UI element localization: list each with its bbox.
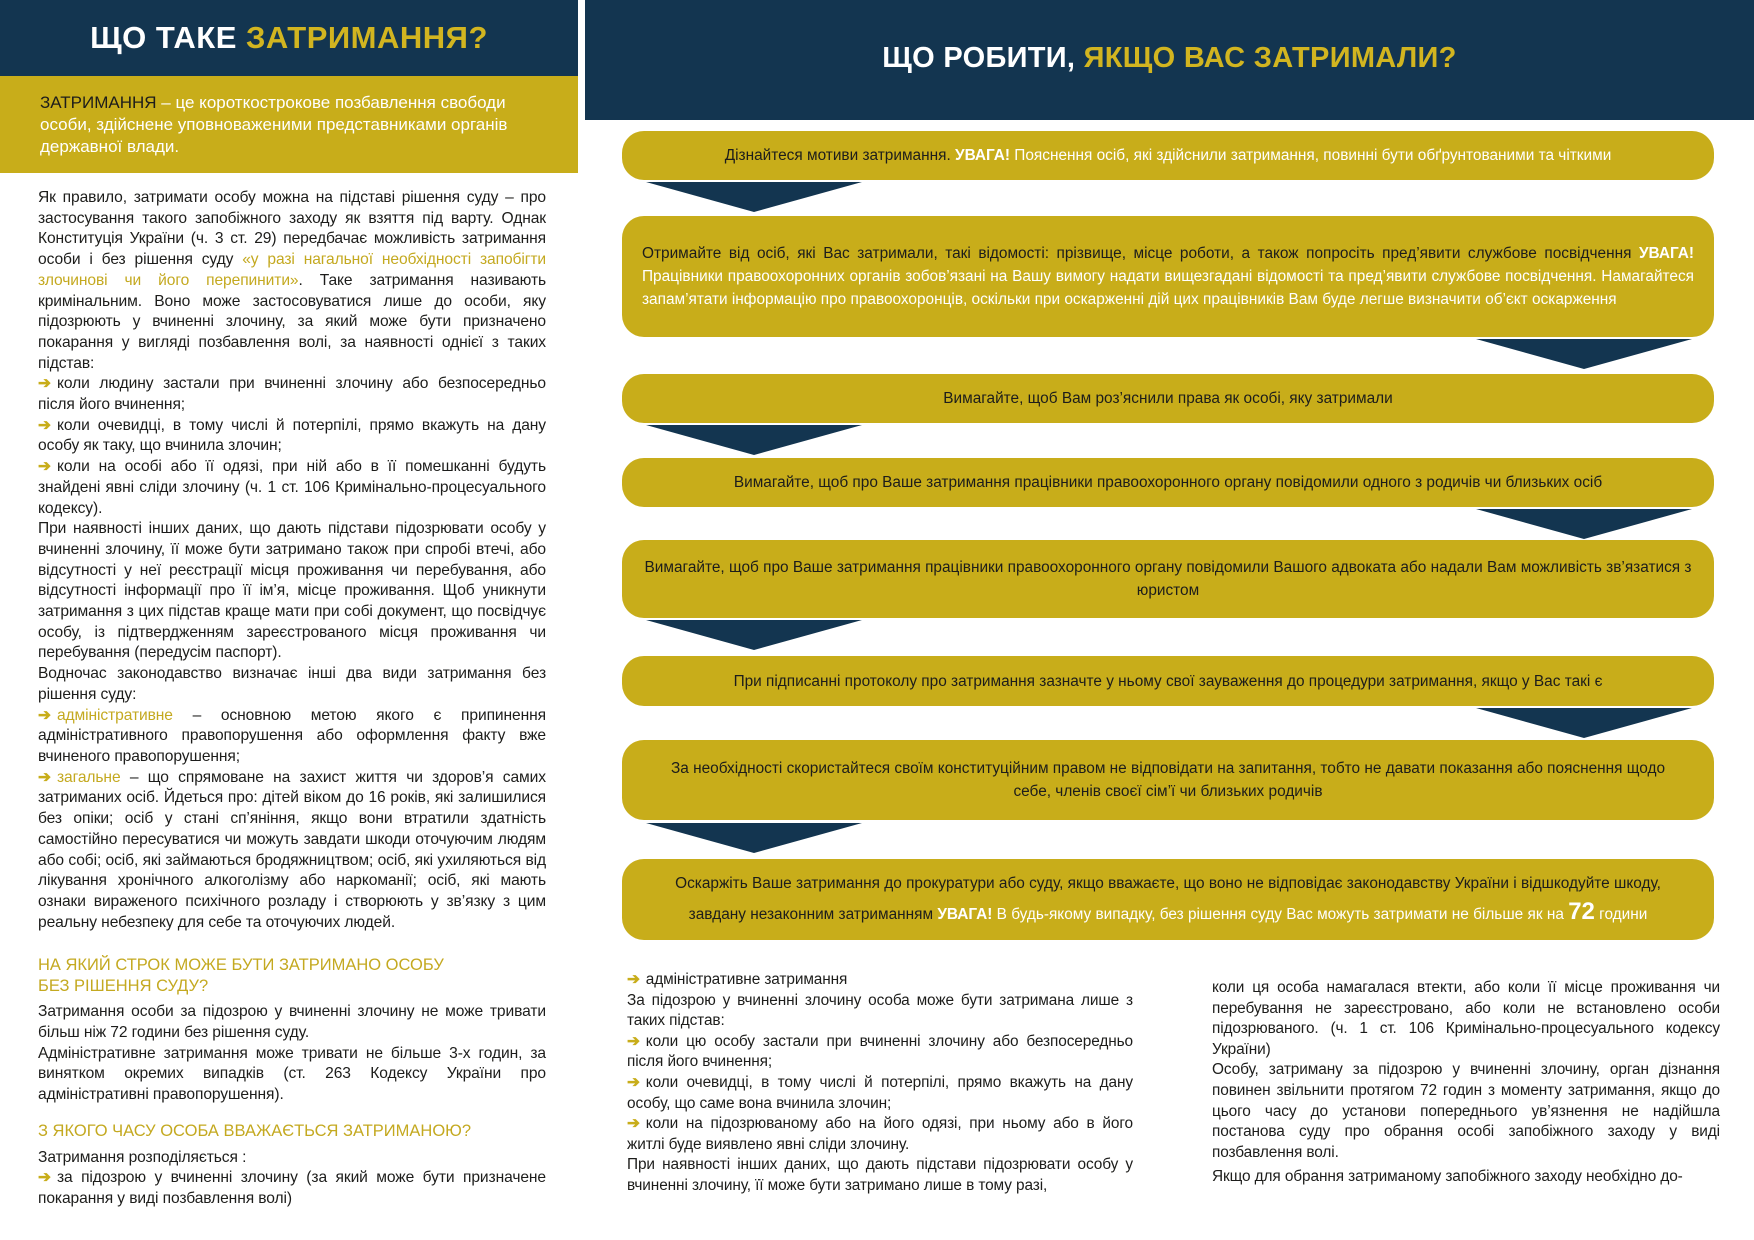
right-column-1: [627, 970, 1133, 1197]
list-item: [627, 970, 1133, 991]
hours-number: 72: [1568, 898, 1595, 925]
title-part-white: ЩО ТАКЕ: [90, 20, 237, 55]
right-page-title: [585, 0, 1754, 120]
paragraph: Якщо для обрання затриманому запобіжного заходу необхідно до-: [1212, 1168, 1683, 1186]
title-part-gold: ЗАТРИМАННЯ?: [246, 20, 488, 55]
down-triangle-icon: [1476, 708, 1692, 738]
attention-label: УВАГА!: [955, 147, 1011, 164]
step-note: Працівники правоохоронних органів зобов’язані на Вашу вимогу надати вищезгадані відомості та пред’явити службове посвідчення. Намагайтеся запам’ятати інформацію про правоохоронців, оскільки при оскарженні дій цих працівників Вам буде легше визначити об’єкт оскарження: [642, 268, 1694, 308]
step-text: Дізнайтеся мотиви затримання.: [724, 147, 955, 164]
list-item: [627, 1114, 1133, 1155]
paragraph: При наявності інших даних, що дають підстави підозрювати особу у вчиненні злочину, її може бути затримано лише в тому разі,: [627, 1156, 1133, 1194]
step-text: При підписанні протоколу про затримання зазначте у ньому свої зауваження до процедури затримання, якщо у Вас такі є: [733, 672, 1603, 690]
step-text: За необхідності скористайтеся своїм конституційним правом не відповідати на запитання, тобто не давати показання або пояснення щодо себе, членів своєї сім’ї чи близьких родичів: [670, 760, 1666, 800]
text: . Таке затримання називають кримінальним. Воно може застосовуватися лише до особи, яку підозрюють у вчиненні злочину, за який може бути призначено покарання у вигляді позбавлення волі, за наявності однієї з таких підстав:: [38, 271, 547, 372]
arrow-right-icon: ➔: [38, 416, 51, 434]
text: коли на підозрюваному або на його одязі, при ньому або в його житлі буде виявлено явні сліди злочину.: [627, 1115, 1133, 1153]
list-item: [627, 1032, 1133, 1073]
arrow-right-icon: ➔: [38, 768, 51, 786]
title-part-gold: ЯКЩО ВАС ЗАТРИМАЛИ?: [1083, 41, 1457, 74]
definition-term: ЗАТРИМАННЯ: [40, 93, 157, 112]
list-item: [38, 457, 546, 519]
text: – основною метою якого є припинення адміністративного правопорушення або оформлення факту вже вчиненого правопорушення;: [38, 706, 546, 765]
left-content-column: [38, 188, 546, 1210]
step-6: [622, 656, 1714, 706]
paragraph: Особу, затриману за підозрою у вчиненні злочину, орган дізнання повинен звільнити протягом 72 годин з моменту затримання, якщо до цього часу до установи попереднього ув’язнення не надійшла постанова суду про обрання особі запобіжного заходу у виді позбавлення волі.: [1212, 1061, 1720, 1161]
attention-label: УВАГА!: [1638, 245, 1694, 262]
section-when-detained: [38, 1121, 546, 1209]
down-triangle-icon: [646, 823, 862, 853]
arrow-right-icon: ➔: [38, 375, 51, 393]
step-4: [622, 458, 1714, 507]
attention-label: УВАГА!: [937, 906, 993, 923]
arrow-right-icon: ➔: [627, 1115, 640, 1133]
step-note: години: [1594, 906, 1648, 923]
title-part-white: ЩО РОБИТИ,: [882, 41, 1076, 74]
text: за підозрою у вчиненні злочину (за який може бути призначене покарання у виді позбавлення волі): [38, 1169, 546, 1207]
paragraph: [38, 188, 546, 374]
down-triangle-icon: [1476, 509, 1692, 539]
paragraph: Затримання розподіляється :: [38, 1148, 247, 1166]
paragraph: За підозрою у вчиненні злочину особа може бути затримана лише з таких підстав:: [627, 991, 1133, 1030]
down-triangle-icon: [646, 182, 862, 212]
section-duration: [38, 955, 546, 1105]
list-item: [38, 374, 546, 415]
section-heading: [38, 955, 546, 996]
left-body-text: [38, 188, 546, 933]
down-triangle-icon: [646, 425, 862, 455]
definition-text: – це короткострокове позбавлення свободи особи, здійснене уповноваженими представниками органів державної влади.: [40, 93, 508, 156]
text: Як правило, затримати особу можна на підставі рішення суду – про застосування такого запобіжного заходу як взяття під варту. Однак Конституція України (ч. 3 ст. 29) передбачає можливість затримання особи і без рішення суду: [38, 189, 546, 269]
paragraph: Затримання особи за підозрою у вчиненні злочину не може тривати більш ніж 72 години без рішення суду.: [38, 1003, 546, 1041]
arrow-right-icon: ➔: [38, 706, 51, 724]
step-text: Отримайте від осіб, які Вас затримали, такі відомості: прізвище, місце роботи, а також попросіть пред’явити службове посвідчення: [642, 245, 1639, 262]
step-7: [622, 740, 1714, 820]
step-text: Вимагайте, щоб Вам роз’яснили права як особі, яку затримали: [943, 390, 1393, 407]
down-triangle-icon: [646, 620, 862, 650]
text: коли на особі або її одязі, при ній або в її помешканні будуть знайдені явні сліди злочину (ч. 1 ст. 106 Кримінально-процесуального кодексу).: [38, 458, 546, 517]
text: коли людину застали при вчиненні злочину або безпосередньо після його вчинення;: [38, 375, 546, 414]
down-triangle-icon: [1476, 339, 1692, 369]
definition-band: [0, 76, 578, 173]
paragraph: коли ця особа намагалася втекти, або коли її місце проживання чи перебування не зареєстровано, або коли не встановлено особи підозрюваного. (ч. 1 ст. 106 Кримінально-процесуального кодексу України): [1212, 979, 1720, 1058]
arrow-right-icon: ➔: [38, 458, 51, 476]
arrow-right-icon: ➔: [627, 971, 640, 988]
list-item: [38, 1168, 546, 1209]
step-5: [622, 540, 1714, 618]
step-text: Оскаржіть Ваше затримання до прокуратури або суду, якщо вважаєте, що воно не відповідає законодавству України і відшкодуйте шкоду, завдану незаконним затриманням: [675, 875, 1661, 923]
text: – що спрямоване на захист життя чи здоров’я самих затриманих осіб. Йдеться про: дітей віком до 16 років, які залишилися без опіки; осіб у стані сп’яніння, якщо вони втратили здатність самостійно пересуватися чи можуть завдати шкоди оточуючим людям або собі; осіб, які займаються бродяжництвом; осіб, які ухиляються від лікування хронічного алкоголізму або наркоманії; осіб, які мають ознаки вираженого психічного розладу і створюють у зв’язку з цим реальну небезпеку для себе та оточуючих людей.: [38, 768, 546, 931]
left-page-title: [0, 0, 578, 76]
section-heading: З ЯКОГО ЧАСУ ОСОБА ВВАЖАЄТЬСЯ ЗАТРИМАНОЮ?: [38, 1122, 472, 1141]
arrow-right-icon: ➔: [627, 1073, 640, 1091]
list-item: [627, 1073, 1133, 1114]
right-column-2: [1212, 978, 1720, 1188]
term: адміністративне: [56, 706, 173, 724]
paragraph: Водночас законодавство визначає інші два види затримання без рішення суду:: [38, 665, 546, 703]
constitution-quote: «у разі нагальної необхідності запобігти злочинові чи його перепинити»: [38, 251, 546, 289]
step-1: [622, 131, 1714, 180]
term: загальне: [56, 768, 121, 786]
heading-line: БЕЗ РІШЕННЯ СУДУ?: [38, 976, 209, 995]
text: адміністративне затримання: [645, 971, 848, 988]
arrow-right-icon: ➔: [627, 1032, 640, 1050]
list-item: [38, 706, 546, 768]
text: коли очевидці, в тому числі й потерпілі, прямо вкажуть на дану особу, що саме вона вчинила злочин;: [627, 1073, 1133, 1112]
step-note: В будь-якому випадку, без рішення суду Вас можуть затримати не більше як на: [992, 906, 1569, 923]
step-note: Пояснення осіб, які здійснили затримання, повинні бути обґрунтованими та чіткими: [1010, 147, 1612, 164]
list-item: [38, 768, 546, 934]
step-text: Вимагайте, щоб про Ваше затримання працівники правоохоронного органу повідомили Вашого адвоката або надали Вам можливість зв’язатися з юристом: [644, 559, 1692, 599]
step-text: Вимагайте, щоб про Ваше затримання працівники правоохоронного органу повідомили одного з родичів чи близьких осіб: [733, 474, 1603, 491]
step-2: [622, 216, 1714, 337]
step-8: [622, 859, 1714, 940]
list-item: [38, 416, 546, 457]
arrow-right-icon: ➔: [38, 1169, 51, 1187]
step-3: [622, 374, 1714, 423]
paragraph: Адміністративне затримання може тривати не більше 3-х годин, за винятком окремих випадків (ст. 263 Кодексу України про адміністративні правопорушення).: [38, 1044, 546, 1103]
heading-line: НА ЯКИЙ СТРОК МОЖЕ БУТИ ЗАТРИМАНО ОСОБУ: [38, 956, 444, 975]
text: коли очевидці, в тому числі й потерпілі, прямо вкажуть на дану особу як таку, що вчинила злочин;: [38, 416, 546, 455]
paragraph: При наявності інших даних, що дають підстави підозрювати особу у вчиненні злочину, її може бути затримано також при спробі втечі, або відсутності у неї реєстрації місця проживання чи перебування, або відсутності інформації про її ім’я, місце проживання. Щоб уникнути затримання з цих підстав краще мати при собі документ, що посвідчує особу, із підтвердженням зареєстрованого місця проживання чи перебування (передусім паспорт).: [38, 520, 546, 662]
text: коли цю особу застали при вчиненні злочину або безпосередньо після його вчинення;: [627, 1032, 1133, 1071]
